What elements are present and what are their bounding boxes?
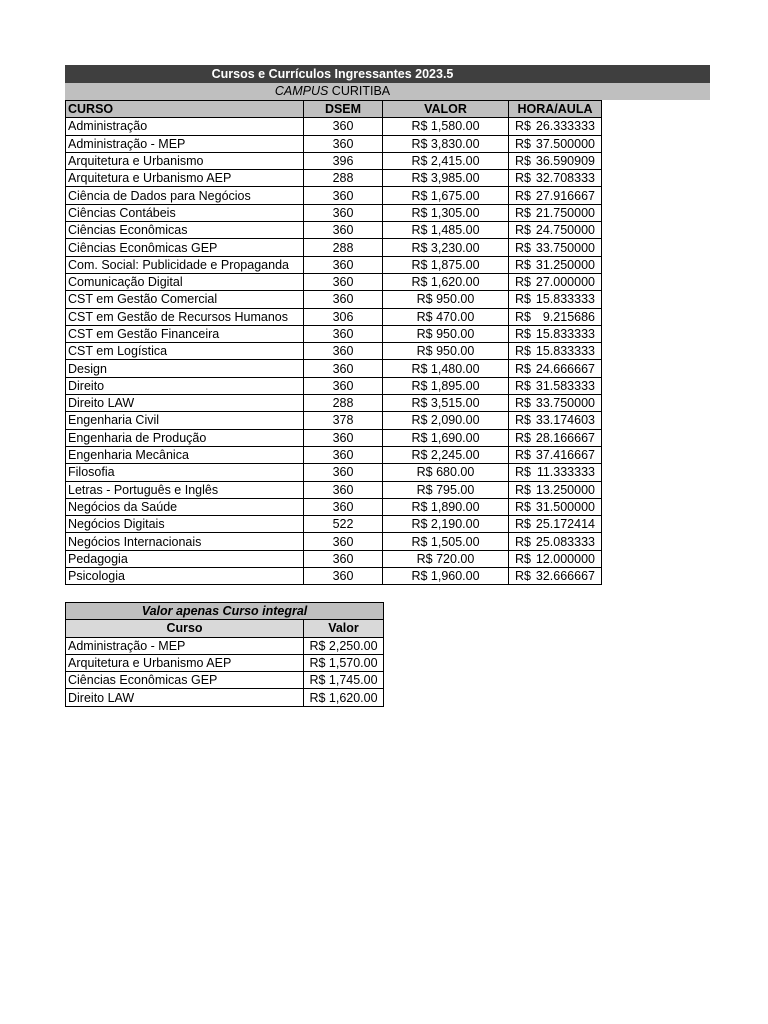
integral-course-valor: R$ 2,250.00 bbox=[304, 637, 384, 654]
course-dsem: 360 bbox=[304, 377, 383, 394]
courses-table bbox=[65, 100, 602, 585]
hora-currency: R$ bbox=[515, 569, 531, 584]
course-name: Negócios Internacionais bbox=[66, 533, 304, 550]
course-valor: R$ 950.00 bbox=[383, 325, 509, 342]
course-hora-aula bbox=[509, 239, 602, 256]
course-dsem: 360 bbox=[304, 429, 383, 446]
course-name: Ciências Econômicas GEP bbox=[66, 239, 304, 256]
course-valor: R$ 1,875.00 bbox=[383, 256, 509, 273]
course-dsem: 360 bbox=[304, 256, 383, 273]
hora-currency: R$ bbox=[515, 448, 531, 463]
table-row bbox=[66, 654, 384, 671]
integral-course-valor: R$ 1,745.00 bbox=[304, 672, 384, 689]
hora-value: 31.250000 bbox=[535, 257, 595, 272]
course-name: Arquitetura e Urbanismo bbox=[66, 152, 304, 169]
hora-currency: R$ bbox=[515, 413, 531, 428]
course-valor: R$ 470.00 bbox=[383, 308, 509, 325]
course-name: Direito LAW bbox=[66, 395, 304, 412]
integral-course-valor: R$ 1,620.00 bbox=[304, 689, 384, 706]
course-dsem: 360 bbox=[304, 222, 383, 239]
hora-value: 33.750000 bbox=[535, 396, 595, 411]
table-row bbox=[66, 516, 602, 533]
course-hora-aula bbox=[509, 325, 602, 342]
table-row bbox=[66, 464, 602, 481]
courses-header-row bbox=[66, 101, 602, 118]
course-name: CST em Logística bbox=[66, 343, 304, 360]
course-dsem: 360 bbox=[304, 568, 383, 585]
hora-currency: R$ bbox=[515, 465, 531, 480]
table-row bbox=[66, 568, 602, 585]
table-row bbox=[66, 135, 602, 152]
hora-currency: R$ bbox=[515, 136, 531, 151]
hora-currency: R$ bbox=[515, 344, 531, 359]
course-hora-aula bbox=[509, 273, 602, 290]
hora-currency: R$ bbox=[515, 240, 531, 255]
hora-value: 26.333333 bbox=[535, 119, 595, 134]
table-row bbox=[66, 204, 602, 221]
course-dsem: 360 bbox=[304, 291, 383, 308]
hora-currency: R$ bbox=[515, 223, 531, 238]
table-row bbox=[66, 672, 384, 689]
course-name: CST em Gestão Comercial bbox=[66, 291, 304, 308]
hora-value: 15.833333 bbox=[535, 327, 595, 341]
course-name: Pedagogia bbox=[66, 550, 304, 567]
hora-currency: R$ bbox=[515, 430, 531, 445]
hora-value: 27.916667 bbox=[535, 188, 595, 203]
hora-currency: R$ bbox=[515, 517, 531, 532]
hora-value: 25.172414 bbox=[535, 517, 595, 532]
course-hora-aula bbox=[509, 446, 602, 463]
table-row bbox=[66, 637, 384, 654]
hora-currency: R$ bbox=[515, 378, 531, 393]
hora-currency: R$ bbox=[515, 119, 531, 134]
col-header-valor: VALOR bbox=[383, 101, 509, 118]
course-valor: R$ 1,580.00 bbox=[383, 118, 509, 135]
course-dsem: 360 bbox=[304, 498, 383, 515]
hora-currency: R$ bbox=[515, 275, 531, 290]
course-hora-aula bbox=[509, 412, 602, 429]
hora-value: 12.000000 bbox=[535, 551, 595, 566]
course-hora-aula bbox=[509, 568, 602, 585]
col-header-dsem: DSEM bbox=[304, 101, 383, 118]
course-hora-aula bbox=[509, 498, 602, 515]
course-valor: R$ 1,960.00 bbox=[383, 568, 509, 585]
course-hora-aula bbox=[509, 550, 602, 567]
course-valor: R$ 1,480.00 bbox=[383, 360, 509, 377]
course-dsem: 360 bbox=[304, 118, 383, 135]
course-valor: R$ 720.00 bbox=[383, 550, 509, 567]
course-dsem: 360 bbox=[304, 464, 383, 481]
course-valor: R$ 1,620.00 bbox=[383, 273, 509, 290]
course-valor: R$ 3,230.00 bbox=[383, 239, 509, 256]
hora-value: 36.590909 bbox=[535, 154, 595, 169]
col-header-curso: CURSO bbox=[66, 101, 304, 118]
col-header-hora-aula: HORA/AULA bbox=[509, 101, 602, 118]
table-row bbox=[66, 689, 384, 706]
hora-value: 32.666667 bbox=[535, 569, 595, 584]
hora-value: 11.333333 bbox=[536, 465, 595, 480]
course-valor: R$ 1,890.00 bbox=[383, 498, 509, 515]
table-row bbox=[66, 291, 602, 308]
course-dsem: 360 bbox=[304, 187, 383, 204]
course-dsem: 360 bbox=[304, 446, 383, 463]
course-name: Negócios Digitais bbox=[66, 516, 304, 533]
course-valor: R$ 2,415.00 bbox=[383, 152, 509, 169]
course-name: Engenharia Civil bbox=[66, 412, 304, 429]
course-hora-aula bbox=[509, 291, 602, 308]
integral-course-name: Arquitetura e Urbanismo AEP bbox=[66, 654, 304, 671]
hora-value: 31.583333 bbox=[535, 378, 595, 393]
course-hora-aula bbox=[509, 395, 602, 412]
integral-header-row bbox=[66, 620, 384, 637]
course-valor: R$ 1,675.00 bbox=[383, 187, 509, 204]
course-valor: R$ 950.00 bbox=[383, 291, 509, 308]
hora-value: 9.215686 bbox=[542, 309, 595, 324]
hora-value: 21.750000 bbox=[535, 205, 595, 220]
integral-caption-row bbox=[66, 603, 384, 620]
course-name: Com. Social: Publicidade e Propaganda bbox=[66, 256, 304, 273]
hora-value: 28.166667 bbox=[535, 430, 595, 445]
course-valor: R$ 795.00 bbox=[383, 481, 509, 498]
course-name: Administração bbox=[66, 118, 304, 135]
table-row bbox=[66, 256, 602, 273]
hora-value: 24.666667 bbox=[535, 361, 595, 376]
course-dsem: 360 bbox=[304, 360, 383, 377]
course-name: CST em Gestão de Recursos Humanos bbox=[66, 308, 304, 325]
hora-value: 32.708333 bbox=[535, 171, 595, 186]
course-dsem: 288 bbox=[304, 239, 383, 256]
course-hora-aula bbox=[509, 135, 602, 152]
table-row bbox=[66, 550, 602, 567]
integral-col-curso: Curso bbox=[66, 620, 304, 637]
table-row bbox=[66, 481, 602, 498]
hora-currency: R$ bbox=[515, 171, 531, 186]
course-name: Engenharia Mecânica bbox=[66, 446, 304, 463]
hora-value: 13.250000 bbox=[535, 482, 595, 497]
course-name: Arquitetura e Urbanismo AEP bbox=[66, 170, 304, 187]
course-name: CST em Gestão Financeira bbox=[66, 325, 304, 342]
integral-col-valor: Valor bbox=[304, 620, 384, 637]
hora-value: 27.000000 bbox=[535, 275, 595, 290]
hora-currency: R$ bbox=[515, 551, 531, 566]
course-valor: R$ 1,690.00 bbox=[383, 429, 509, 446]
table-row bbox=[66, 187, 602, 204]
courses-body bbox=[66, 118, 602, 585]
course-valor: R$ 3,830.00 bbox=[383, 135, 509, 152]
course-name: Negócios da Saúde bbox=[66, 498, 304, 515]
course-hora-aula bbox=[509, 152, 602, 169]
course-hora-aula bbox=[509, 464, 602, 481]
course-dsem: 396 bbox=[304, 152, 383, 169]
course-hora-aula bbox=[509, 118, 602, 135]
table-row bbox=[66, 498, 602, 515]
hora-currency: R$ bbox=[515, 482, 531, 497]
course-name: Letras - Português e Inglês bbox=[66, 481, 304, 498]
course-name: Administração - MEP bbox=[66, 135, 304, 152]
integral-course-name: Direito LAW bbox=[66, 689, 304, 706]
page-title: Cursos e Currículos Ingressantes 2023.5 bbox=[211, 67, 454, 81]
table-row bbox=[66, 308, 602, 325]
course-hora-aula bbox=[509, 256, 602, 273]
course-dsem: 378 bbox=[304, 412, 383, 429]
course-hora-aula bbox=[509, 187, 602, 204]
hora-currency: R$ bbox=[515, 188, 531, 203]
hora-value: 37.500000 bbox=[535, 136, 595, 151]
course-hora-aula bbox=[509, 377, 602, 394]
course-valor: R$ 3,515.00 bbox=[383, 395, 509, 412]
course-dsem: 360 bbox=[304, 204, 383, 221]
course-dsem: 360 bbox=[304, 481, 383, 498]
hora-currency: R$ bbox=[515, 327, 531, 341]
hora-currency: R$ bbox=[515, 257, 531, 272]
course-hora-aula bbox=[509, 343, 602, 360]
table-row bbox=[66, 533, 602, 550]
hora-value: 15.833333 bbox=[535, 292, 595, 307]
course-name: Filosofia bbox=[66, 464, 304, 481]
hora-currency: R$ bbox=[515, 499, 531, 514]
course-valor: R$ 1,485.00 bbox=[383, 222, 509, 239]
integral-table bbox=[65, 602, 384, 707]
hora-currency: R$ bbox=[515, 154, 531, 169]
course-hora-aula bbox=[509, 170, 602, 187]
hora-value: 33.750000 bbox=[535, 240, 595, 255]
table-row bbox=[66, 152, 602, 169]
campus-subtitle bbox=[65, 83, 600, 100]
hora-value: 25.083333 bbox=[535, 534, 595, 549]
course-hora-aula bbox=[509, 222, 602, 239]
course-name: Ciências Econômicas bbox=[66, 222, 304, 239]
course-dsem: 360 bbox=[304, 135, 383, 152]
course-valor: R$ 950.00 bbox=[383, 343, 509, 360]
table-row bbox=[66, 412, 602, 429]
integral-course-name: Ciências Econômicas GEP bbox=[66, 672, 304, 689]
hora-value: 33.174603 bbox=[535, 413, 595, 428]
integral-caption: Valor apenas Curso integral bbox=[66, 603, 384, 620]
course-valor: R$ 1,505.00 bbox=[383, 533, 509, 550]
course-valor: R$ 1,895.00 bbox=[383, 377, 509, 394]
hora-currency: R$ bbox=[515, 292, 531, 307]
hora-value: 24.750000 bbox=[535, 223, 595, 238]
integral-course-name: Administração - MEP bbox=[66, 637, 304, 654]
table-row bbox=[66, 222, 602, 239]
course-name: Design bbox=[66, 360, 304, 377]
hora-currency: R$ bbox=[515, 361, 531, 376]
course-dsem: 288 bbox=[304, 395, 383, 412]
course-name: Comunicação Digital bbox=[66, 273, 304, 290]
integral-course-valor: R$ 1,570.00 bbox=[304, 654, 384, 671]
table-row bbox=[66, 395, 602, 412]
course-hora-aula bbox=[509, 516, 602, 533]
course-dsem: 360 bbox=[304, 533, 383, 550]
table-row bbox=[66, 118, 602, 135]
course-valor: R$ 2,090.00 bbox=[383, 412, 509, 429]
course-dsem: 522 bbox=[304, 516, 383, 533]
course-dsem: 360 bbox=[304, 273, 383, 290]
hora-value: 31.500000 bbox=[535, 499, 595, 514]
hora-currency: R$ bbox=[515, 309, 531, 324]
course-hora-aula bbox=[509, 481, 602, 498]
course-name: Engenharia de Produção bbox=[66, 429, 304, 446]
integral-body bbox=[66, 637, 384, 706]
course-hora-aula bbox=[509, 360, 602, 377]
course-valor: R$ 3,985.00 bbox=[383, 170, 509, 187]
hora-value: 37.416667 bbox=[535, 448, 595, 463]
course-valor: R$ 2,245.00 bbox=[383, 446, 509, 463]
course-valor: R$ 1,305.00 bbox=[383, 204, 509, 221]
course-name: Ciência de Dados para Negócios bbox=[66, 187, 304, 204]
course-dsem: 288 bbox=[304, 170, 383, 187]
hora-currency: R$ bbox=[515, 534, 531, 549]
course-hora-aula bbox=[509, 204, 602, 221]
table-row bbox=[66, 343, 602, 360]
hora-value: 15.833333 bbox=[535, 344, 595, 359]
table-row bbox=[66, 377, 602, 394]
hora-currency: R$ bbox=[515, 396, 531, 411]
table-row bbox=[66, 360, 602, 377]
course-dsem: 360 bbox=[304, 550, 383, 567]
course-dsem: 360 bbox=[304, 343, 383, 360]
subtitle-rest: CURITIBA bbox=[328, 84, 391, 98]
course-dsem: 306 bbox=[304, 308, 383, 325]
course-valor: R$ 2,190.00 bbox=[383, 516, 509, 533]
table-row bbox=[66, 325, 602, 342]
course-hora-aula bbox=[509, 308, 602, 325]
table-row bbox=[66, 446, 602, 463]
subtitle-italic: CAMPUS bbox=[274, 84, 329, 98]
course-name: Direito bbox=[66, 377, 304, 394]
course-hora-aula bbox=[509, 429, 602, 446]
course-name: Ciências Contábeis bbox=[66, 204, 304, 221]
table-row bbox=[66, 429, 602, 446]
table-row bbox=[66, 239, 602, 256]
table-row bbox=[66, 170, 602, 187]
table-row bbox=[66, 273, 602, 290]
hora-currency: R$ bbox=[515, 205, 531, 220]
course-hora-aula bbox=[509, 533, 602, 550]
course-name: Psicologia bbox=[66, 568, 304, 585]
course-valor: R$ 680.00 bbox=[383, 464, 509, 481]
course-dsem: 360 bbox=[304, 325, 383, 342]
